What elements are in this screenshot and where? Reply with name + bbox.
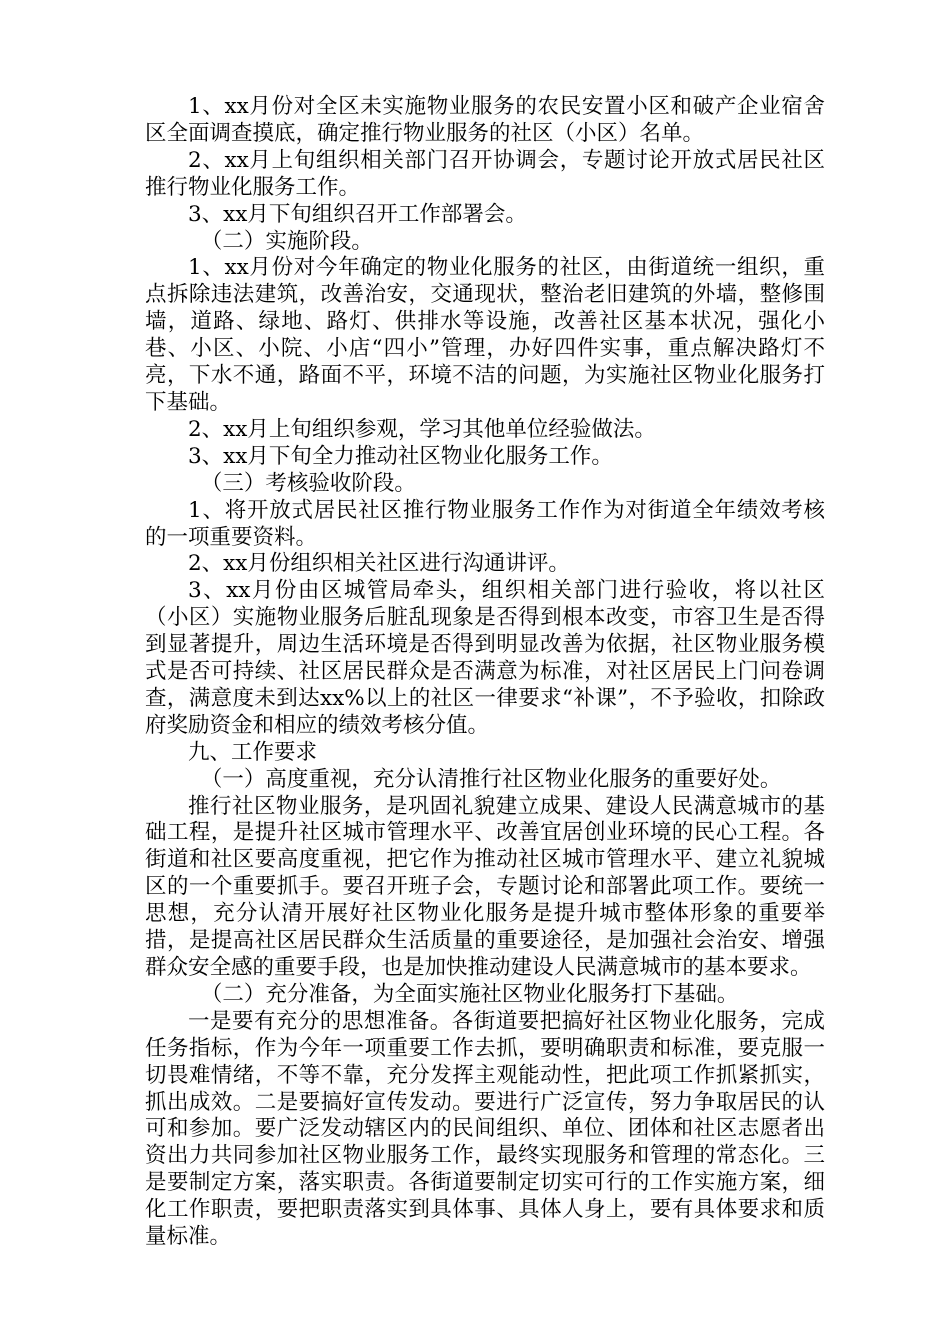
body-paragraph: 九、工作要求	[188, 739, 318, 765]
body-paragraph: 1、将开放式居民社区推行物业服务工作作为对街道全年绩效考核的一项重要资料。	[145, 497, 825, 550]
body-paragraph: 3、xx月下旬全力推动社区物业化服务工作。	[188, 443, 613, 469]
body-paragraph: 1、xx月份对今年确定的物业化服务的社区，由街道统一组织，重点拆除违法建筑，改善治安，交通现状，整治老旧建筑的外墙，整修围墙，道路、绿地、路灯、供排水等设施，改善社区基本状况，强化小巷、小区、小院、小店“四小”管理，办好四件实事，重点解决路灯不亮，下水不通，路面不平，环境不洁的问题，为实施社区物业化服务打下基础。	[145, 255, 825, 415]
section-heading: （二）充分准备，为全面实施社区物业化服务打下基础。	[200, 981, 739, 1007]
body-paragraph: 3、xx月份由区城管局牵头，组织相关部门进行验收，将以社区（小区）实施物业服务后脏乱现象是否得到根本改变，市容卫生是否得到显著提升，周边生活环境是否得到明显改善为依据，社区物业服务模式是否可持续、社区居民群众是否满意为标准，对社区居民上门问卷调查，满意度未到达xx%以上的社区一律要求“补课”，不予验收，扣除政府奖励资金和相应的绩效考核分值。	[145, 578, 825, 738]
section-heading: （二）实施阶段。	[200, 228, 373, 254]
body-paragraph: 3、xx月下旬组织召开工作部署会。	[188, 201, 527, 227]
body-paragraph: 2、xx月份组织相关社区进行沟通讲评。	[188, 551, 570, 577]
body-paragraph: 2、xx月上旬组织相关部门召开协调会，专题讨论开放式居民社区推行物业化服务工作。	[145, 147, 825, 200]
body-paragraph: 推行社区物业服务，是巩固礼貌建立成果、建设人民满意城市的基础工程，是提升社区城市管理水平、改善宜居创业环境的民心工程。各街道和社区要高度重视，把它作为推动社区城市管理水平、建立礼貌城区的一个重要抓手。要召开班子会，专题讨论和部署此项工作。要统一思想，充分认清开展好社区物业化服务是提升城市整体形象的重要举措，是提高社区居民群众生活质量的重要途径，是加强社会治安、增强群众安全感的重要手段，也是加快推动建设人民满意城市的基本要求。	[145, 793, 825, 980]
section-heading: （一）高度重视，充分认清推行社区物业化服务的重要好处。	[200, 766, 782, 792]
body-paragraph: 1、xx月份对全区未实施物业服务的农民安置小区和破产企业宿舍区全面调查摸底，确定推行物业服务的社区（小区）名单。	[145, 94, 825, 146]
body-paragraph: 2、xx月上旬组织参观，学习其他单位经验做法。	[188, 416, 656, 442]
document-page	[145, 94, 825, 1251]
body-paragraph: 一是要有充分的思想准备。各街道要把搞好社区物业化服务，完成任务指标，作为今年一项重要工作去抓，要明确职责和标准，要克服一切畏难情绪，不等不靠，充分发挥主观能动性，把此项工作抓紧抓实，抓出成效。二是要搞好宣传发动。要进行广泛宣传，努力争取居民的认可和参加。要广泛发动辖区内的民间组织、单位、团体和社区志愿者出资出力共同参加社区物业服务工作，最终实现服务和管理的常态化。三是要制定方案，落实职责。各街道要制定切实可行的工作实施方案，细化工作职责，要把职责落实到具体事、具体人身上，要有具体要求和质量标准。	[145, 1008, 825, 1250]
section-heading: （三）考核验收阶段。	[200, 470, 416, 496]
